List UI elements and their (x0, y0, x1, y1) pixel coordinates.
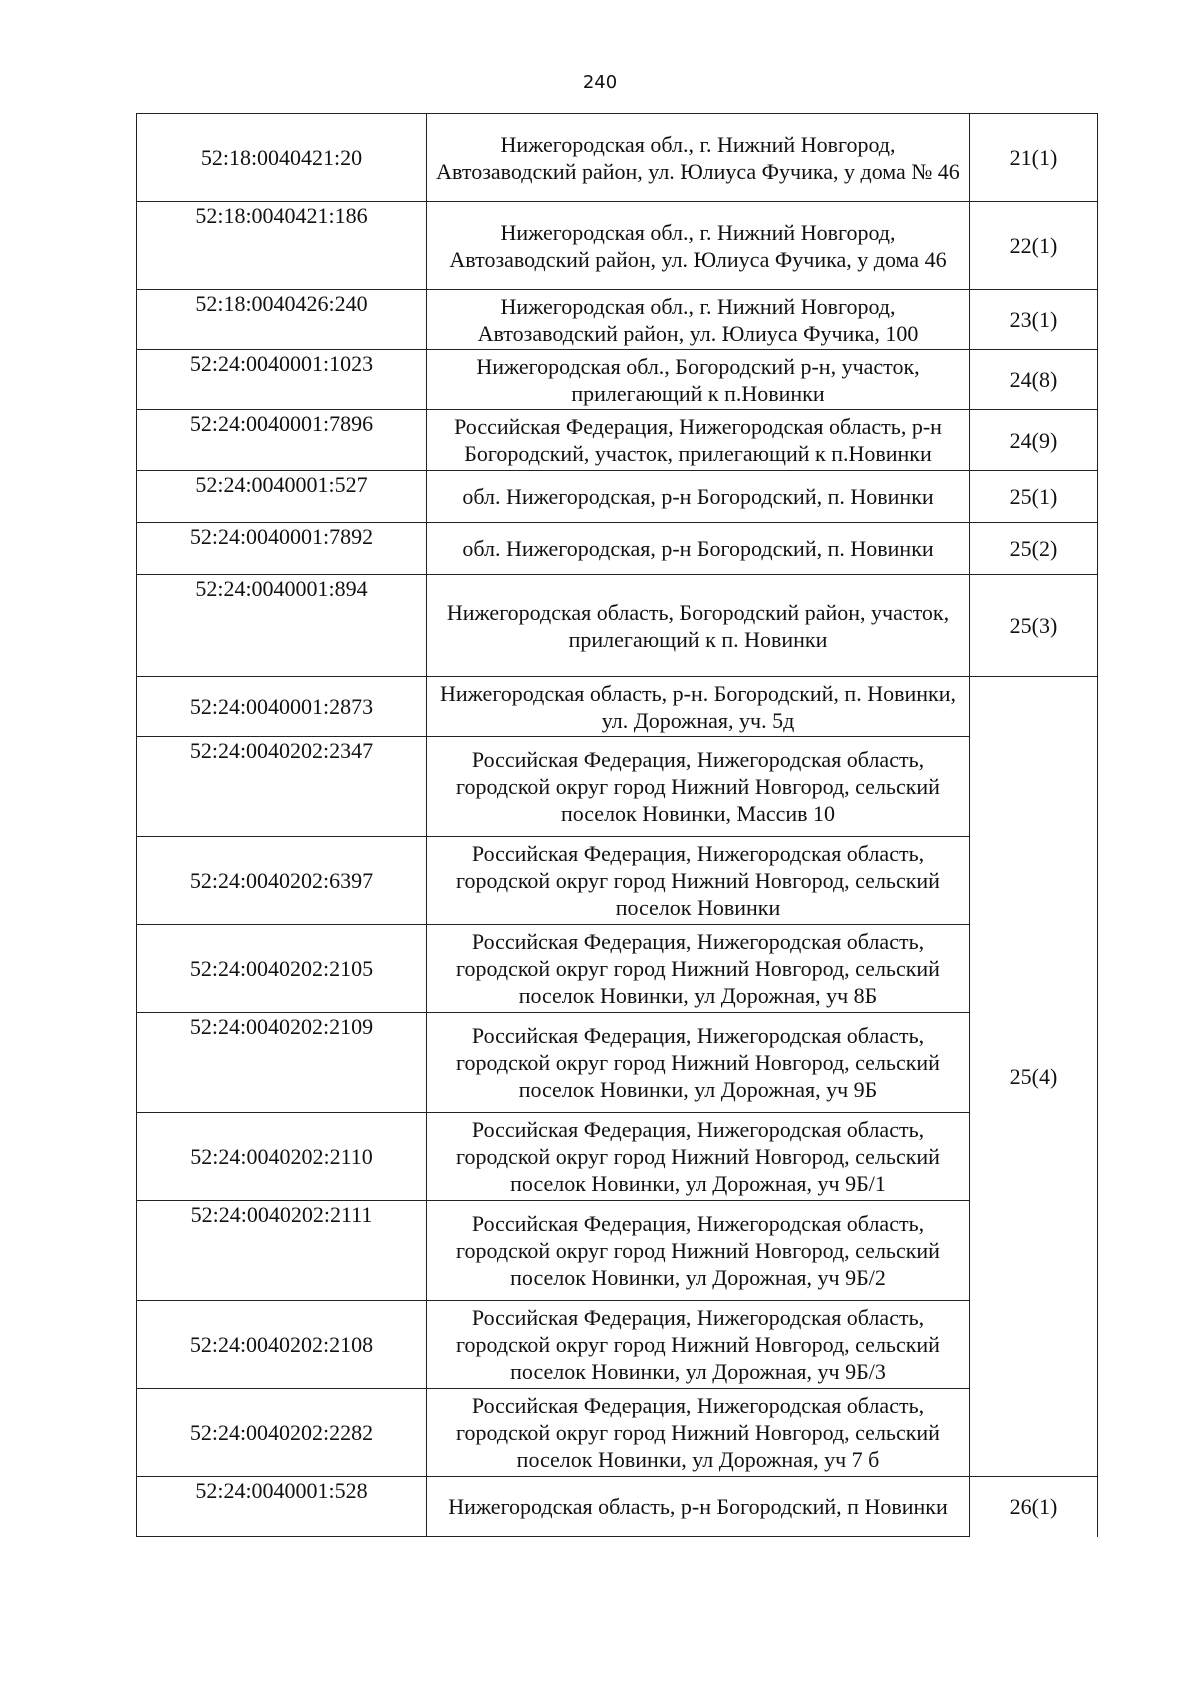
number-cell: 24(9) (970, 410, 1098, 471)
table-row (137, 677, 1098, 737)
table-row (137, 290, 1098, 350)
page-number: 240 (582, 72, 618, 93)
cadastral-number-cell: 52:24:0040001:528 (137, 1477, 427, 1537)
table-row (137, 1389, 1098, 1477)
cadastral-number-cell: 52:24:0040001:527 (137, 471, 427, 523)
cadastral-number-cell: 52:24:0040202:2111 (137, 1201, 427, 1301)
cadastral-number-cell: 52:24:0040001:7892 (137, 523, 427, 575)
cadastral-number-cell: 52:24:0040001:894 (137, 575, 427, 677)
table-row (137, 925, 1098, 1013)
cadastral-number-cell: 52:24:0040001:2873 (137, 677, 427, 737)
number-cell: 25(2) (970, 523, 1098, 575)
address-cell: Российская Федерация, Нижегородская область, р-н Богородский, участок, прилегающий к п.Новинки (427, 410, 970, 471)
cadastral-number-cell: 52:18:0040421:20 (137, 114, 427, 202)
cadastral-number-cell: 52:24:0040202:2110 (137, 1113, 427, 1201)
number-cell: 26(1) (970, 1477, 1098, 1537)
table-row (137, 1013, 1098, 1113)
address-cell: Нижегородская область, Богородский район, участок, прилегающий к п. Новинки (427, 575, 970, 677)
table-row (137, 1201, 1098, 1301)
address-cell: Российская Федерация, Нижегородская область, городской округ город Нижний Новгород, сельский поселок Новинки, ул Дорожная, уч 9Б (427, 1013, 970, 1113)
cadastral-number-cell: 52:18:0040421:186 (137, 202, 427, 290)
table-row (137, 471, 1098, 523)
address-cell: Нижегородская обл., г. Нижний Новгород, Автозаводский район, ул. Юлиуса Фучика, 100 (427, 290, 970, 350)
cadastral-number-cell: 52:24:0040202:2105 (137, 925, 427, 1013)
address-cell: Российская Федерация, Нижегородская область, городской округ город Нижний Новгород, сельский поселок Новинки, ул Дорожная, уч 9Б/1 (427, 1113, 970, 1201)
address-cell: Российская Федерация, Нижегородская область, городской округ город Нижний Новгород, сельский поселок Новинки, ул Дорожная, уч 8Б (427, 925, 970, 1013)
cadastral-number-cell: 52:24:0040202:2109 (137, 1013, 427, 1113)
table-row (137, 837, 1098, 925)
number-cell: 24(8) (970, 350, 1098, 410)
number-cell: 22(1) (970, 202, 1098, 290)
address-cell: Нижегородская обл., Богородский р-н, участок, прилегающий к п.Новинки (427, 350, 970, 410)
table-row (137, 202, 1098, 290)
cadastral-number-cell: 52:24:0040202:2282 (137, 1389, 427, 1477)
table-row (137, 575, 1098, 677)
address-cell: Российская Федерация, Нижегородская область, городской округ город Нижний Новгород, сельский поселок Новинки, ул Дорожная, уч 7 б (427, 1389, 970, 1477)
address-cell: Нижегородская обл., г. Нижний Новгород, Автозаводский район, ул. Юлиуса Фучика, у дома № 46 (427, 114, 970, 202)
cadastral-table (136, 113, 1098, 1537)
cadastral-number-cell: 52:18:0040426:240 (137, 290, 427, 350)
table-row (137, 1477, 1098, 1537)
number-cell: 21(1) (970, 114, 1098, 202)
address-cell: обл. Нижегородская, р-н Богородский, п. Новинки (427, 471, 970, 523)
number-cell: 25(1) (970, 471, 1098, 523)
cadastral-number-cell: 52:24:0040202:2108 (137, 1301, 427, 1389)
table-row (137, 1301, 1098, 1389)
address-cell: обл. Нижегородская, р-н Богородский, п. Новинки (427, 523, 970, 575)
address-cell: Российская Федерация, Нижегородская область, городской округ город Нижний Новгород, сельский поселок Новинки, Массив 10 (427, 737, 970, 837)
address-cell: Нижегородская область, р-н. Богородский, п. Новинки, ул. Дорожная, уч. 5д (427, 677, 970, 737)
table-row (137, 1113, 1098, 1201)
cadastral-number-cell: 52:24:0040001:7896 (137, 410, 427, 471)
table-row (137, 350, 1098, 410)
table-row (137, 410, 1098, 471)
address-cell: Российская Федерация, Нижегородская область, городской округ город Нижний Новгород, сельский поселок Новинки (427, 837, 970, 925)
table-row (137, 737, 1098, 837)
table-row (137, 114, 1098, 202)
cadastral-number-cell: 52:24:0040202:2347 (137, 737, 427, 837)
cadastral-number-cell: 52:24:0040202:6397 (137, 837, 427, 925)
address-cell: Нижегородская обл., г. Нижний Новгород, Автозаводский район, ул. Юлиуса Фучика, у дома 46 (427, 202, 970, 290)
address-cell: Российская Федерация, Нижегородская область, городской округ город Нижний Новгород, сельский поселок Новинки, ул Дорожная, уч 9Б/2 (427, 1201, 970, 1301)
table-row (137, 523, 1098, 575)
number-cell: 25(3) (970, 575, 1098, 677)
address-cell: Российская Федерация, Нижегородская область, городской округ город Нижний Новгород, сельский поселок Новинки, ул Дорожная, уч 9Б/3 (427, 1301, 970, 1389)
address-cell: Нижегородская область, р-н Богородский, п Новинки (427, 1477, 970, 1537)
cadastral-number-cell: 52:24:0040001:1023 (137, 350, 427, 410)
number-cell: 25(4) (970, 677, 1098, 1477)
number-cell: 23(1) (970, 290, 1098, 350)
